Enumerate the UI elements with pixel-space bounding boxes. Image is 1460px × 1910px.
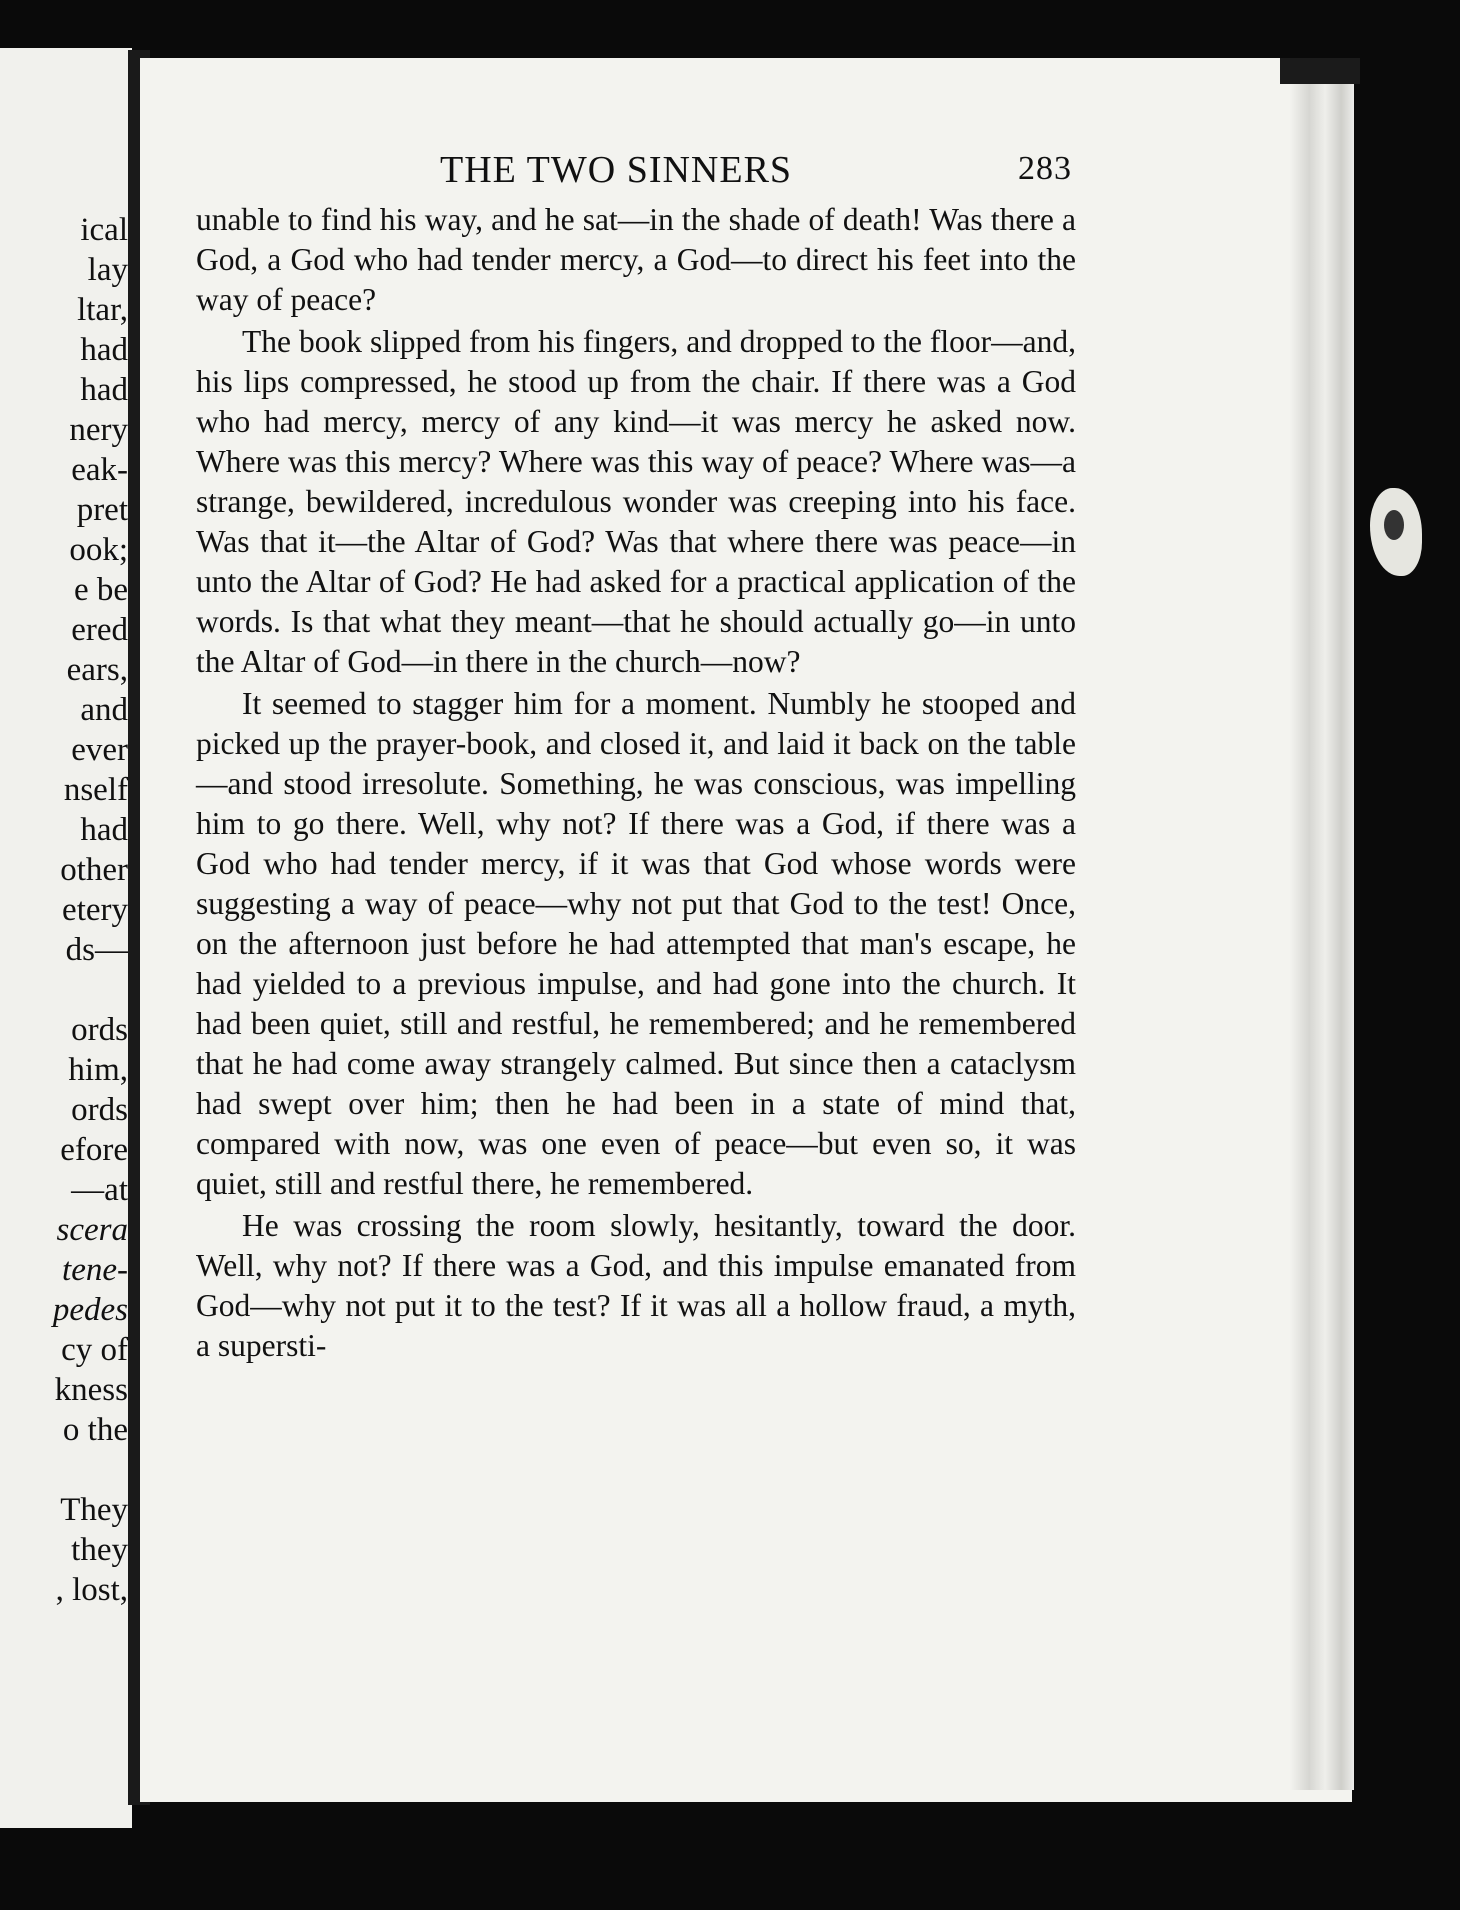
left-line: kness bbox=[54, 1372, 128, 1408]
left-line: had bbox=[80, 332, 128, 368]
left-line: They bbox=[60, 1492, 128, 1528]
paragraph: The book slipped from his fingers, and dropped to the floor—and, his lips compressed, he stood up from the chair. If there was a God who had mercy, mercy of any kind—it was mercy he asked now. Where was this mercy? Where was this way of peace? Where was—a strange, bewildered, incredulous wonder was creeping into his face. Was that it—the Altar of God? Was that where there was peace—in unto the Altar of God? He had asked for a practical application of the words. Is that what they meant—that he should actually go—in unto the Altar of God—in there in the church—now? bbox=[196, 324, 1076, 679]
left-line: nery bbox=[69, 412, 128, 448]
left-line: —at bbox=[71, 1172, 128, 1208]
page-edge-shadow bbox=[1280, 58, 1360, 84]
paragraph: He was crossing the room slowly, hesitantly, toward the door. Well, why not? If there was a God, and this impulse emanated from God—why not put it to the test? If it was all a hollow fraud, a myth, a supersti- bbox=[196, 1208, 1076, 1363]
left-page bbox=[0, 48, 132, 1828]
left-line: nself bbox=[63, 772, 128, 808]
page-stain bbox=[1370, 488, 1422, 576]
paragraph: unable to find his way, and he sat—in the shade of death! Was there a God, a God who had tender mercy, a God—to direct his feet into the way of peace? bbox=[196, 202, 1076, 317]
left-line: ered bbox=[71, 612, 128, 648]
left-line: lay bbox=[87, 252, 128, 288]
left-line: ords bbox=[71, 1012, 128, 1048]
left-line: ears, bbox=[66, 652, 128, 688]
left-line: ical bbox=[80, 212, 128, 248]
left-line: tene- bbox=[62, 1252, 128, 1288]
paragraph: It seemed to stagger him for a moment. Numbly he stooped and picked up the prayer-book, and closed it, and laid it back on the table—and stood irresolute. Something, he was conscious, was impelling him to go there. Well, why not? If there was a God, if there was a God who had tender mercy, if it was that God whose words were suggesting a way of peace—why not put that God to the test! Once, on the afternoon just before he had attempted that man's escape, he had yielded to a previous impulse, and had gone into the church. It had been quiet, still and restful, he remembered; and he remembered that he had come away strangely calmed. But since then a cataclysm had swept over him; then he had been in a state of mind that, compared with now, was one even of peace—but even so, it was quiet, still and restful there, he remembered. bbox=[196, 686, 1076, 1201]
left-line: ltar, bbox=[77, 292, 128, 328]
left-line: ever bbox=[71, 732, 128, 768]
left-line: eak- bbox=[71, 452, 128, 488]
page-edge bbox=[1290, 80, 1354, 1790]
page-title: THE TWO SINNERS bbox=[440, 149, 793, 191]
left-line: cy of bbox=[61, 1332, 128, 1368]
left-line: , lost, bbox=[55, 1572, 128, 1608]
left-line: they bbox=[71, 1532, 128, 1568]
left-line: pret bbox=[76, 492, 128, 528]
left-line: scera bbox=[56, 1212, 128, 1248]
left-line: had bbox=[80, 372, 128, 408]
left-page-text bbox=[53, 210, 128, 1610]
left-line: efore bbox=[60, 1132, 128, 1168]
left-line: other bbox=[60, 852, 128, 888]
left-line-gap bbox=[53, 1450, 128, 1490]
left-line: had bbox=[80, 812, 128, 848]
left-line: him, bbox=[68, 1052, 128, 1088]
left-line: ds— bbox=[65, 932, 128, 968]
page-number: 283 bbox=[1018, 150, 1072, 187]
left-line: and bbox=[80, 692, 128, 728]
left-line-gap bbox=[53, 970, 128, 1010]
left-line: ords bbox=[71, 1092, 128, 1128]
body-text bbox=[196, 200, 1076, 1366]
left-line: etery bbox=[62, 892, 128, 928]
left-line: e be bbox=[73, 572, 128, 608]
left-line: o the bbox=[62, 1412, 128, 1448]
left-line: pedes bbox=[52, 1292, 128, 1328]
left-line: ook; bbox=[69, 532, 128, 568]
